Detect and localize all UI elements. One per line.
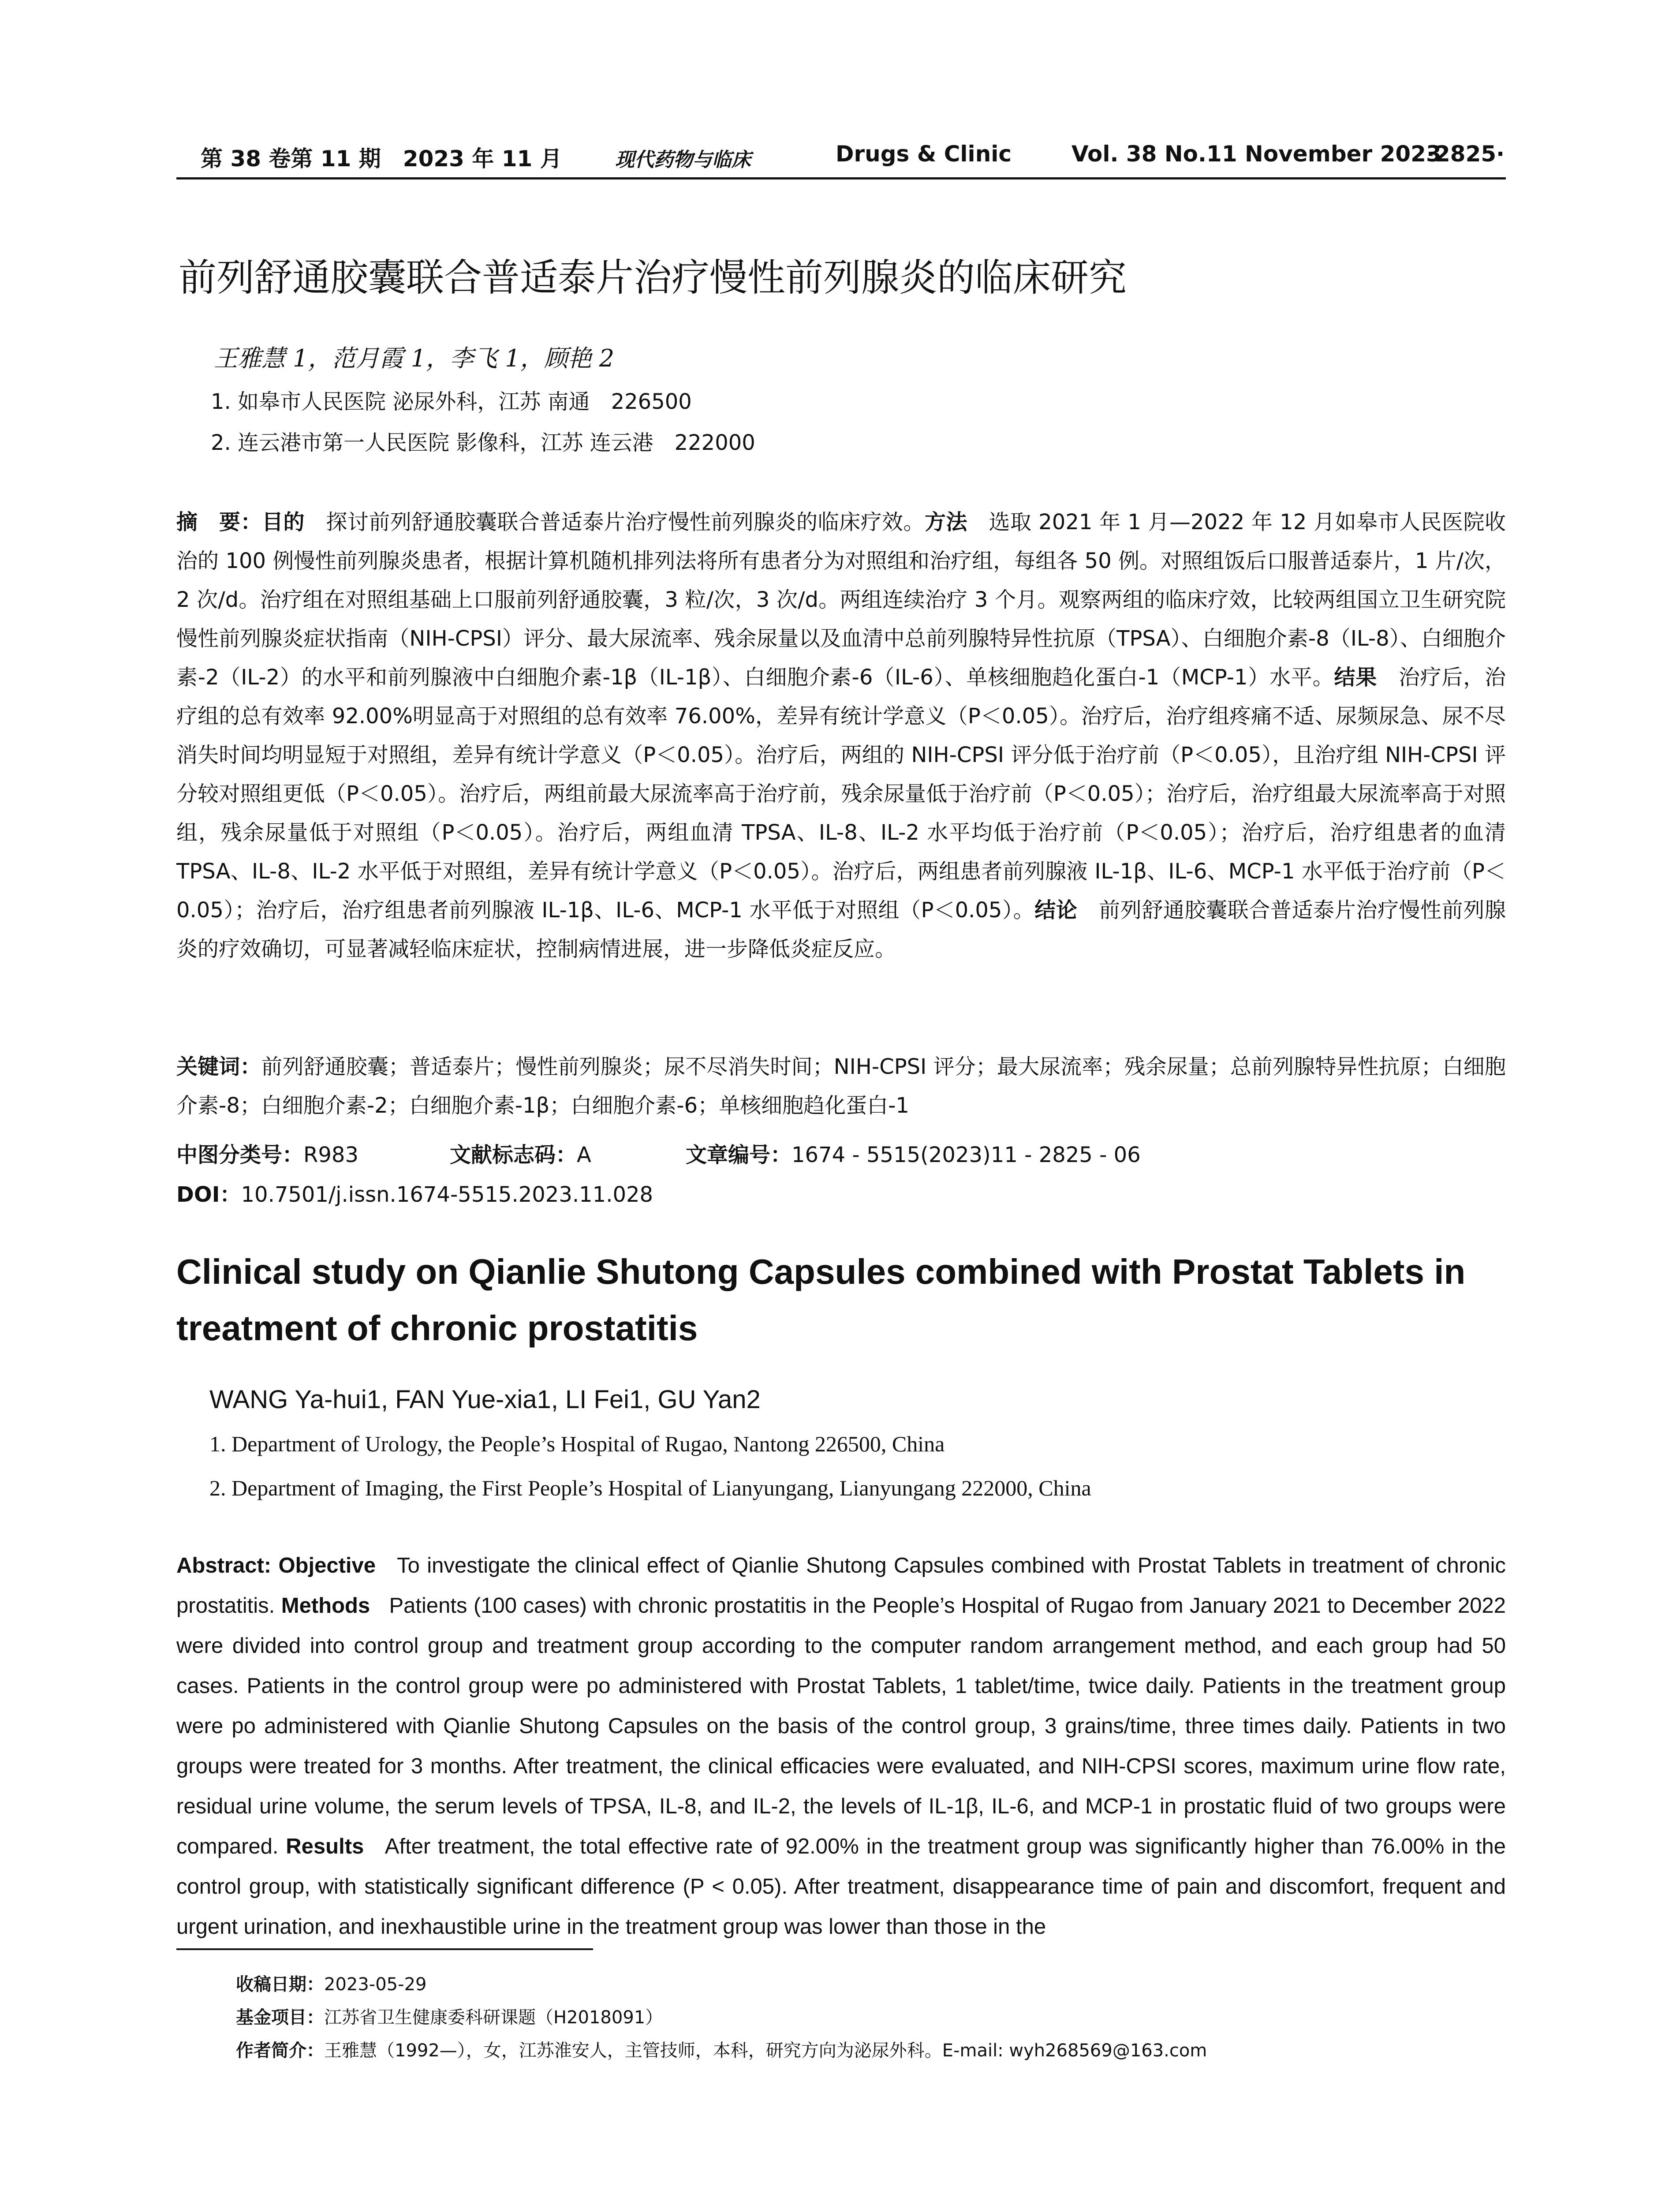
results-cn: 治疗后，治疗组的总有效率 92.00%明显高于对照组的总有效率 76.00%，差异有统计学意义（P＜0.05）。治疗后，治疗组疼痛不适、尿频尿急、尿不尽消失时间均明显短于对照组，差异有统计学意义（P＜0.05）。治疗后，两组的 NIH-CPSI 评分低于治疗前（P＜0.05），且治疗组 NIH-CPSI 评分较对照组更低（P＜0.05）。治疗后，两组前最大尿流率高于治疗前，残余尿量低于治疗前（P＜0.05）；治疗后，治疗组最大尿流率高于对照组，残余尿量低于对照组（P＜0.05）。治疗后，两组血清 TPSA、IL-8、IL-2 水平均低于治疗前（P＜0.05）；治疗后，治疗组患者的血清 TPSA、IL-8、IL-2 水平低于对照组，差异有统计学意义（P＜0.05）。治疗后，两组患者前列腺液 IL-1β、IL-6、MCP-1 水平低于治疗前（P＜0.05）；治疗后，治疗组患者前列腺液 IL-1β、IL-6、MCP-1 水平低于对照组（P＜0.05）。: [176, 665, 1506, 923]
abstract-cn: [176, 503, 1506, 968]
objective-cn: 探讨前列舒通胶囊联合普适泰片治疗慢性前列腺炎的临床疗效。: [326, 510, 925, 534]
affiliation-cn-1: 1. 如皋市人民医院 泌尿外科，江苏 南通 226500: [211, 389, 692, 414]
journal-name-cn: 现代药物与临床: [615, 149, 751, 171]
abstract-en: [176, 1546, 1506, 1947]
results-label-en: Results: [286, 1835, 364, 1858]
keywords-label-cn: 关键词：: [176, 1054, 261, 1079]
classification-line: [176, 1138, 1141, 1168]
methods-label-cn: 方法: [925, 510, 968, 534]
abstract-en-label: Abstract:: [176, 1554, 272, 1577]
authors-cn: 王雅慧 1，范月霞 1，李飞 1，顾艳 2: [214, 344, 615, 372]
journal-name-en: Drugs & Clinic: [836, 141, 1012, 167]
methods-label-en: Methods: [281, 1594, 370, 1618]
article-no-label: 文章编号：: [686, 1143, 792, 1167]
header-rule: [176, 177, 1506, 179]
footnote-rule: [176, 1948, 593, 1950]
methods-en: Patients (100 cases) with chronic prostatitis in the People’s Hospital of Rugao from January 2021 to December 2022 were divided into control group and treatment group according to the computer random arrangement method, and each group had 50 cases. Patients in the control group were po administered with Prostat Tablets, 1 tablet/time, twice daily. Patients in the treatment group were po administered with Qianlie Shutong Capsules on the basis of the control group, 3 grains/time, three times daily. Patients in two groups were treated for 3 months. After treatment, the clinical efficacies were evaluated, and NIH-CPSI scores, maximum urine flow rate, residual urine volume, the serum levels of TPSA, IL-8, and IL-2, the levels of IL-1β, IL-6, and MCP-1 in prostatic fluid of two groups were compared.: [176, 1594, 1506, 1858]
conclusion-cn: 前列舒通胶囊联合普适泰片治疗慢性前列腺炎的疗效确切，可显著减轻临床症状，控制病情进展，进一步降低炎症反应。: [176, 898, 1506, 961]
issue-en: Vol. 38 No.11 November 2023: [1071, 141, 1441, 167]
authors-en: WANG Ya-hui1, FAN Yue-xia1, LI Fei1, GU Yan2: [209, 1385, 761, 1414]
doi-line: [176, 1177, 653, 1208]
clc-value: R983: [303, 1143, 358, 1167]
running-head: [176, 141, 1506, 176]
doc-code-label: 文献标志码：: [450, 1143, 577, 1167]
footnote-author-bio: 作者简介：王雅慧（1992—），女，江苏淮安人，主管技师，本科，研究方向为泌尿外科。E-mail: wyh268569@163.com: [236, 2041, 1207, 2061]
title-cn: 前列舒通胶囊联合普适泰片治疗慢性前列腺炎的临床研究: [179, 256, 1127, 300]
abstract-cn-label: 摘 要：: [176, 510, 262, 534]
doc-code-value: A: [577, 1143, 591, 1167]
affiliation-en-2: 2. Department of Imaging, the First People’s Hospital of Lianyungang, Lianyungang 222000, China: [209, 1476, 1091, 1500]
objective-label-cn: 目的: [261, 510, 305, 534]
affiliation-en-1: 1. Department of Urology, the People’s Hospital of Rugao, Nantong 226500, China: [209, 1431, 945, 1456]
results-label-cn: 结果: [1334, 665, 1378, 690]
objective-en: To investigate the clinical effect of Qianlie Shutong Capsules combined with Prostat Tablets in treatment of chronic prostatitis.: [176, 1554, 1506, 1618]
footnote-funding: 基金项目：江苏省卫生健康委科研课题（H2018091）: [236, 2007, 663, 2028]
results-en: After treatment, the total effective rate of 92.00% in the treatment group was significantly higher than 76.00% in the control group, with statistically significant difference (P < 0.05). After treatment, disappearance time of pain and discomfort, frequent and urgent urination, and inexhaustible urine in the treatment group was lower than those in the: [176, 1835, 1506, 1939]
clc-label: 中图分类号：: [176, 1143, 304, 1167]
keywords-cn: [176, 1047, 1506, 1125]
keywords-text-cn: 前列舒通胶囊；普适泰片；慢性前列腺炎；尿不尽消失时间；NIH-CPSI 评分；最大尿流率；残余尿量；总前列腺特异性抗原；白细胞介素-8；白细胞介素-2；白细胞介素-1β；白细胞介素-6；单核细胞趋化蛋白-1: [176, 1054, 1506, 1118]
footnote-received: 收稿日期：2023-05-29: [236, 1974, 427, 1995]
issue-cn: 第 38 卷第 11 期 2023 年 11 月: [201, 146, 562, 172]
article-no-value: 1674 - 5515(2023)11 - 2825 - 06: [791, 1143, 1141, 1167]
doi-label: DOI：: [176, 1182, 241, 1207]
objective-label-en: Objective: [278, 1554, 376, 1577]
title-en: Clinical study on Qianlie Shutong Capsules combined with Prostat Tablets in treatment of chronic prostatitis: [176, 1252, 1466, 1348]
doi-value: 10.7501/j.issn.1674-5515.2023.11.028: [241, 1182, 653, 1207]
page-number: ·2825·: [1426, 141, 1505, 167]
methods-cn: 选取 2021 年 1 月—2022 年 12 月如皋市人民医院收治的 100 例慢性前列腺炎患者，根据计算机随机排列法将所有患者分为对照组和治疗组，每组各 50 例。对照组饭后口服普适泰片，1 片/次，2 次/d。治疗组在对照组基础上口服前列舒通胶囊，3 粒/次，3 次/d。两组连续治疗 3 个月。观察两组的临床疗效，比较两组国立卫生研究院慢性前列腺炎症状指南（NIH-CPSI）评分、最大尿流率、残余尿量以及血清中总前列腺特异性抗原（TPSA）、白细胞介素-8（IL-8）、白细胞介素-2（IL-2）的水平和前列腺液中白细胞介素-1β（IL-1β）、白细胞介素-6（IL-6）、单核细胞趋化蛋白-1（MCP-1）水平。: [176, 510, 1506, 690]
conclusion-label-cn: 结论: [1034, 898, 1078, 923]
affiliation-cn-2: 2. 连云港市第一人民医院 影像科，江苏 连云港 222000: [211, 430, 755, 455]
